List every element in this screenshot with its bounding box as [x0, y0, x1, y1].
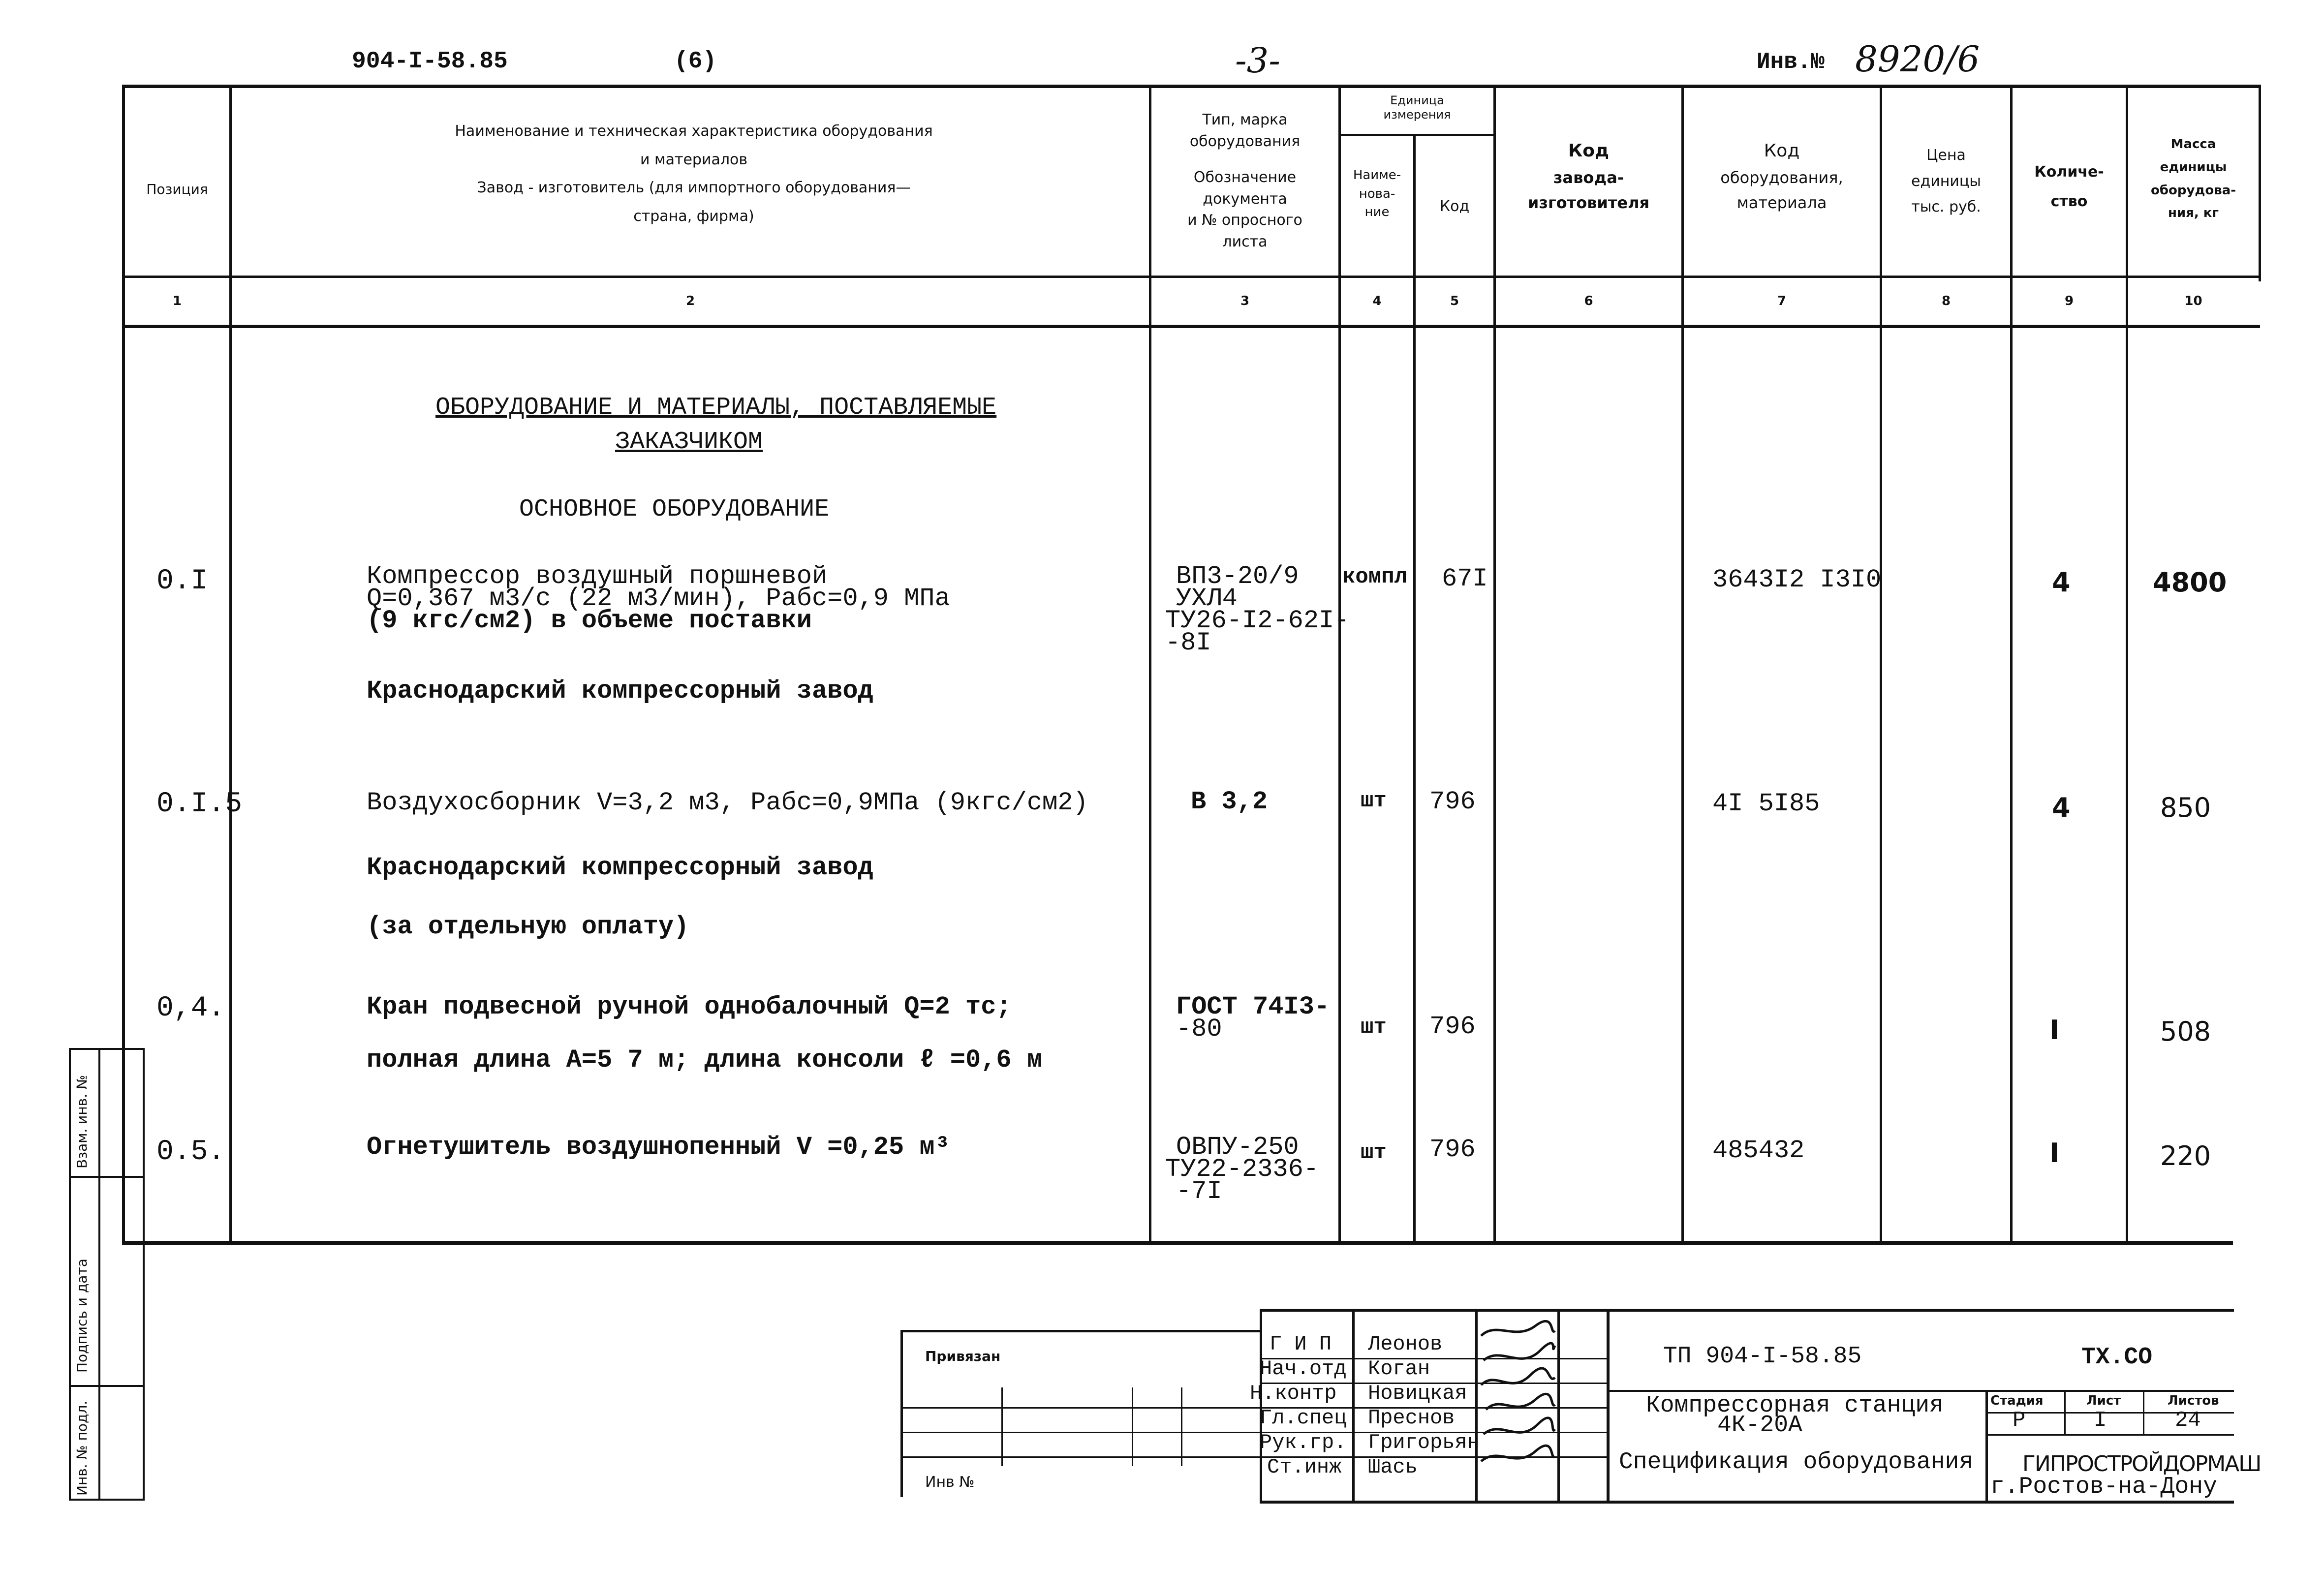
object-name-line2: 4К-20А	[1717, 1412, 1802, 1439]
sheet-value: I	[2094, 1408, 2107, 1433]
col-header-name-line1: Наименование и техническая характеристика оборудования	[455, 123, 933, 140]
row-unit: компл	[1342, 565, 1408, 589]
sheets-value: 24	[2175, 1408, 2201, 1433]
role-ruk-gr: Рук.гр.	[1260, 1431, 1347, 1454]
col-number-1: 1	[172, 294, 182, 308]
row-name-line1: Компрессор воздушный поршневой	[367, 562, 828, 591]
signatures	[1476, 1311, 1557, 1501]
row-unit: шт	[1361, 789, 1387, 813]
col-header-type-line3: Обозначение	[1193, 169, 1297, 186]
col-header-unit-line1: Единица	[1390, 93, 1444, 107]
col-header-unit-code: Код	[1439, 198, 1470, 215]
row-equipment-code: 485432	[1712, 1136, 1805, 1165]
name-kogan: Коган	[1368, 1357, 1430, 1381]
row-type-line2: УХЛ4	[1176, 584, 1238, 613]
col-header-type-line1: Тип, марка	[1202, 111, 1288, 128]
row-name-line2: полная длина А=5 7 м; длина консоли ℓ =0,6 м	[367, 1046, 1043, 1075]
col-header-name	[344, 121, 1043, 227]
name-leonov: Леонов	[1368, 1332, 1443, 1356]
col-header-maker-code-line3: изготовителя	[1527, 193, 1650, 212]
side-stamp-inv-orig: Инв. № подл.	[74, 1400, 90, 1496]
col-header-price	[1882, 143, 2010, 220]
doc-mark: ТХ.СО	[2081, 1344, 2153, 1371]
project-code: ТП 904-I-58.85	[1663, 1343, 1862, 1370]
row-name-line3: (9 кгс/см2) в объеме поставки	[367, 606, 812, 635]
col-header-type-line4: документа	[1203, 190, 1287, 208]
inv-value: 8920/6	[1855, 38, 1980, 80]
sheet-label: Лист	[2086, 1393, 2121, 1408]
row-mass: 4800	[2153, 567, 2227, 598]
col-header-price-line3: тыс. руб.	[1911, 198, 1981, 215]
row-type-line1: В 3,2	[1191, 787, 1268, 816]
col-header-name-line2: и материалов	[640, 151, 748, 168]
row-maker: Краснодарский компрессорный завод	[367, 853, 873, 882]
col-number-4: 4	[1372, 294, 1382, 308]
row-unit-code: 796	[1429, 1012, 1476, 1041]
col-header-equipment-code-line2: оборудования,	[1720, 168, 1843, 187]
org-city: г.Ростов-на-Дону	[1990, 1474, 2217, 1500]
name-novitskaya: Новицкая	[1368, 1382, 1467, 1405]
col-number-8: 8	[1941, 294, 1951, 308]
col-header-equipment-code-line1: Код	[1764, 141, 1800, 161]
page-mark: -3-	[1235, 40, 1280, 81]
role-nach-otd: Нач.отд	[1260, 1357, 1347, 1381]
org-name: ГИПРОСТРОЙДОРМАШ	[2022, 1451, 2261, 1477]
row-unit: шт	[1361, 1140, 1387, 1165]
name-grigoryan: Григорьян	[1368, 1431, 1480, 1454]
col-header-equipment-code-line3: материала	[1736, 193, 1827, 212]
col-header-unit-name-line3: ние	[1364, 205, 1390, 220]
role-gl-spec: Гл.спец	[1260, 1406, 1347, 1430]
inv-label: Инв.№	[1757, 49, 1825, 75]
col-header-maker-code-line2: завода-	[1553, 168, 1624, 187]
role-n-kontr: Н.контр	[1250, 1382, 1337, 1405]
col-header-mass-line1: Масса	[2170, 137, 2216, 152]
row-type-line1: ОВПУ-250	[1176, 1133, 1299, 1162]
name-presnov: Преснов	[1368, 1406, 1455, 1430]
col-header-position: Позиция	[146, 181, 208, 197]
inv-no-label: Инв №	[925, 1474, 975, 1491]
col-header-mass-line4: ния, кг	[2168, 206, 2219, 221]
row-position: 0.I	[156, 565, 208, 597]
row-quantity: 4	[2052, 567, 2071, 598]
col-header-quantity-line1: Количе-	[2034, 163, 2104, 181]
col-header-maker-code-line1: Код	[1568, 141, 1610, 161]
col-header-maker-code	[1496, 137, 1681, 215]
col-header-type-line2: оборудования	[1189, 132, 1301, 150]
row-type-line1: ГОСТ 74I3-	[1176, 992, 1330, 1021]
privyazan-label: Привязан	[925, 1348, 1001, 1364]
col-header-unit	[1341, 93, 1493, 122]
col-header-type-line5: и № опросного	[1187, 212, 1302, 229]
stage-label: Стадия	[1990, 1393, 2044, 1408]
col-header-quantity-line2: ство	[2050, 193, 2088, 210]
row-type-line1: ВП3-20/9	[1176, 562, 1299, 591]
role-st-inzh: Ст.инж	[1267, 1455, 1342, 1479]
row-type-line2: ТУ22-2336-	[1165, 1155, 1319, 1184]
row-unit: шт	[1361, 1015, 1387, 1040]
col-header-unit-line2: измерения	[1383, 107, 1451, 122]
doc-number: 904-I-58.85	[352, 48, 508, 75]
col-header-type	[1151, 109, 1338, 252]
row-name-line1: Огнетушитель воздушнопенный V =0,25 м³	[367, 1133, 950, 1162]
row-type-line3: -7I	[1176, 1177, 1222, 1206]
row-mass: 850	[2160, 792, 2211, 823]
row-position: 0.5.	[156, 1136, 225, 1168]
row-equipment-code: 3643I2 I3I0	[1712, 565, 1882, 594]
row-mass: 220	[2160, 1140, 2211, 1171]
section-subtitle: ОСНОВНОЕ ОБОРУДОВАНИЕ	[519, 495, 830, 523]
row-quantity: I	[2049, 1138, 2060, 1169]
col-number-9: 9	[2064, 294, 2074, 308]
col-header-equipment-code	[1684, 137, 1880, 215]
object-name-line1: Компрессорная станция	[1646, 1392, 1944, 1419]
sheets-label: Листов	[2168, 1393, 2219, 1408]
col-header-mass-line3: оборудова-	[2150, 183, 2236, 198]
row-position: 0,4.	[156, 992, 225, 1024]
role-gip: Г И П	[1270, 1332, 1332, 1356]
row-quantity: I	[2049, 1015, 2060, 1046]
side-stamp-sign-date: Подпись и дата	[74, 1259, 90, 1373]
col-header-mass-line2: единицы	[2160, 159, 2227, 175]
col-header-name-line3: Завод - изготовитель (для импортного оборудования—	[477, 179, 911, 196]
col-header-type-line6: листа	[1222, 233, 1268, 250]
row-note: (за отдельную оплату)	[367, 912, 689, 941]
row-unit-code: 67I	[1442, 564, 1488, 593]
col-header-unit-name-line1: Наиме-	[1353, 168, 1401, 183]
col-header-price-line2: единицы	[1911, 172, 1981, 190]
col-header-price-line1: Цена	[1926, 147, 1966, 164]
col-number-10: 10	[2184, 294, 2202, 308]
col-header-name-line4: страна, фирма)	[633, 207, 754, 225]
row-quantity: 4	[2052, 792, 2071, 823]
stage-value: Р	[2013, 1408, 2026, 1433]
sheet-paren: (6)	[674, 48, 717, 75]
document-name: Спецификация оборудования	[1619, 1449, 1974, 1476]
col-header-quantity	[2013, 157, 2126, 216]
row-name-line1: Воздухосборник V=3,2 м3, Рабс=0,9МПа (9кгс/см2)	[367, 788, 1088, 817]
row-maker: Краснодарский компрессорный завод	[367, 677, 873, 706]
row-type-line3: ТУ26-I2-62I-	[1165, 606, 1350, 635]
col-number-2: 2	[685, 294, 695, 308]
col-number-3: 3	[1240, 294, 1250, 308]
row-name-line1: Кран подвесной ручной однобалочный Q=2 тс;	[367, 992, 1012, 1021]
row-equipment-code: 4I 5I85	[1712, 789, 1820, 818]
name-shas: Шась	[1368, 1455, 1418, 1479]
section-title-line2: ЗАКАЗЧИКОМ	[615, 428, 763, 456]
col-header-unit-name-line2: нова-	[1359, 186, 1395, 201]
col-number-7: 7	[1777, 294, 1787, 308]
row-mass: 508	[2160, 1016, 2211, 1047]
row-type-line2: -80	[1176, 1015, 1222, 1044]
section-title-line1: ОБОРУДОВАНИЕ И МАТЕРИАЛЫ, ПОСТАВЛЯЕМЫЕ	[435, 394, 997, 422]
side-stamp-vzam: Взам. инв. №	[74, 1075, 90, 1169]
col-header-unit-name	[1341, 166, 1413, 222]
col-number-6: 6	[1584, 294, 1593, 308]
row-position: 0.I.5	[156, 788, 243, 820]
col-header-mass	[2128, 133, 2259, 225]
row-type-line4: -8I	[1165, 628, 1211, 657]
row-unit-code: 796	[1429, 1135, 1476, 1164]
row-unit-code: 796	[1429, 787, 1476, 816]
col-number-5: 5	[1450, 294, 1459, 308]
row-name-line2: Q=0,367 м3/с (22 м3/мин), Рабс=0,9 МПа	[367, 584, 950, 613]
